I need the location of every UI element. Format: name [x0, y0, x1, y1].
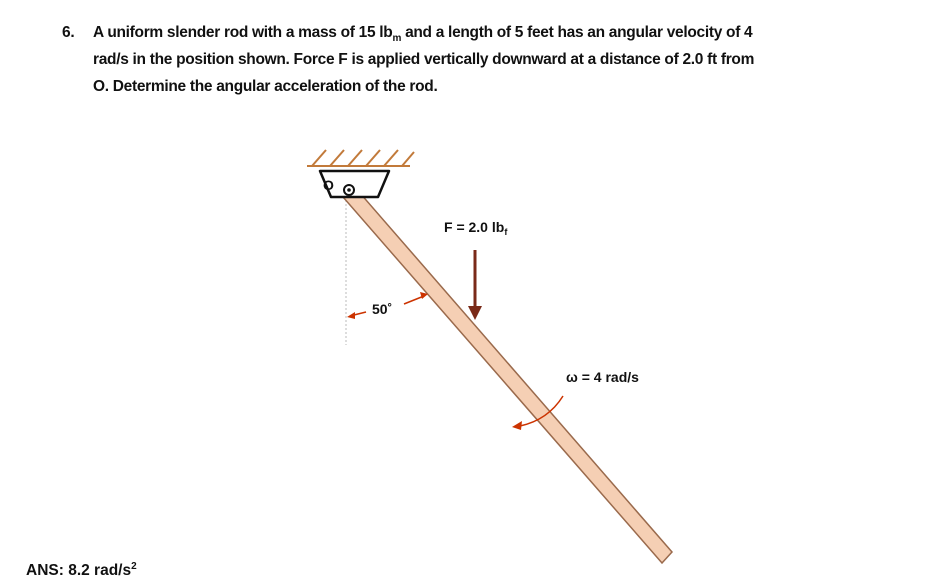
pivot-label: O [323, 177, 334, 193]
problem-number: 6. [62, 24, 75, 41]
force-label [444, 219, 508, 237]
force-arrow-head [468, 306, 482, 320]
ground-hatch-2 [330, 150, 344, 166]
force-unit-subscript: f [504, 227, 508, 237]
answer-text: ANS: 8.2 rad/s [26, 562, 132, 579]
mass-unit-subscript: m [392, 33, 402, 45]
answer-exponent: 2 [131, 560, 137, 572]
ground-hatch-1 [312, 150, 326, 166]
problem-line-1-text-b: and a length of 5 feet has an angular velocity of 4 [401, 24, 753, 41]
ground-hatch-6 [402, 152, 414, 166]
pivot-pin-inner [347, 188, 351, 192]
omega-label: ω = 4 rad/s [566, 369, 639, 385]
problem-line-2: rad/s in the position shown. Force F is applied vertically downward at a distance of 2.0 ft from [93, 51, 755, 68]
ground-hatch-4 [366, 150, 380, 166]
omega-arrow-head [512, 421, 522, 430]
angle-arrow-right [404, 296, 424, 304]
ground-hatch-3 [348, 150, 362, 166]
force-label-main: F = 2.0 lb [444, 219, 505, 235]
problem-line-3: O. Determine the angular acceleration of the rod. [93, 78, 438, 95]
problem-line-1-text-a: A uniform slender rod with a mass of 15 lb [93, 24, 393, 41]
angle-arrow-left-head [347, 312, 355, 319]
answer [26, 562, 137, 580]
ground-hatch-5 [384, 150, 398, 166]
ground-support [307, 150, 414, 166]
angle-label: 50˚ [372, 301, 393, 317]
